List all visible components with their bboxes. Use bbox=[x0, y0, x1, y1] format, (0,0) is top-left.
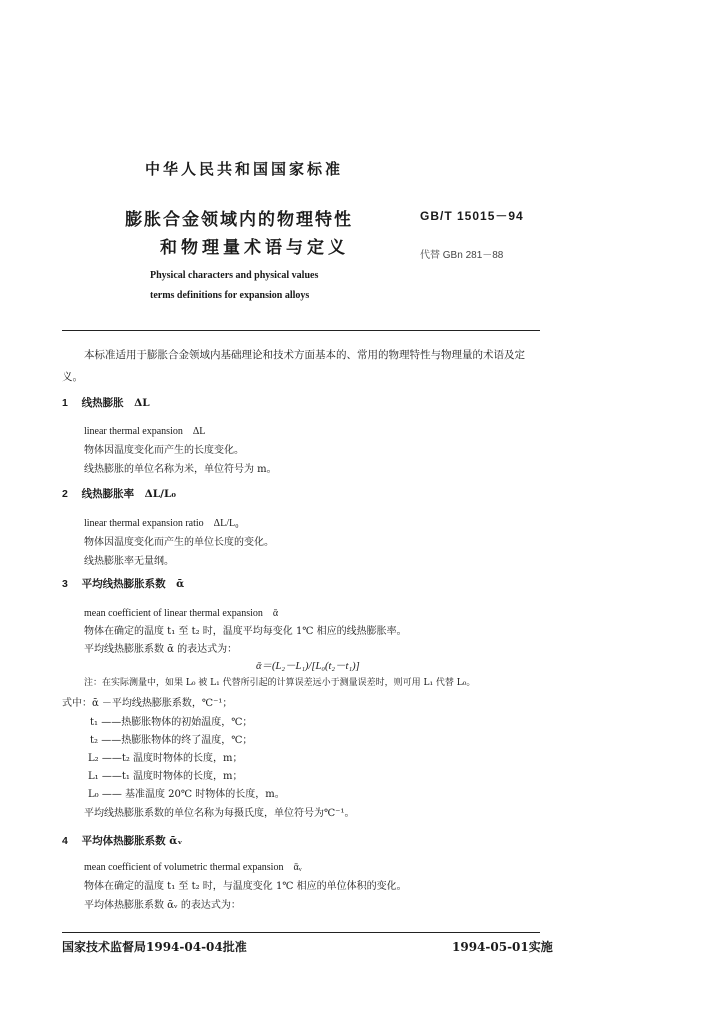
document-title-line1: 膨胀合金领域内的物理特性 bbox=[125, 210, 353, 230]
term-unit: 平均线热膨胀系数的单位名称为每摄氏度，单位符号为℃⁻¹。 bbox=[84, 808, 355, 819]
english-title-line2: terms definitions for expansion alloys bbox=[150, 290, 310, 301]
document-title-line2: 和物理量术语与定义 bbox=[160, 238, 349, 258]
term-unit: 线热膨胀的单位名称为米，单位符号为 m。 bbox=[84, 464, 277, 475]
term-english: linear thermal expansion ΔL bbox=[84, 426, 206, 437]
term-english: linear thermal expansion ratio ΔL/L₀ bbox=[84, 518, 239, 529]
scope-text-line2: 义。 bbox=[62, 371, 83, 383]
approval-info: 国家技术监督局1994-04-04批准 bbox=[62, 940, 247, 954]
english-title-line1: Physical characters and physical values bbox=[150, 270, 319, 281]
term-definition: 物体在确定的温度 t₁ 至 t₂ 时，与温度变化 1℃ 相应的单位体积的变化。 bbox=[84, 881, 407, 892]
replaces-standard: 代替 GBn 281－88 bbox=[420, 250, 504, 261]
section-number: 2 bbox=[62, 488, 68, 500]
where-item: L₁ ——t₁ 温度时物体的长度，m； bbox=[88, 771, 243, 782]
section-title: 平均线热膨胀系数 ᾱ bbox=[81, 578, 185, 590]
section-title: 平均体热膨胀系数 ᾱᵥ bbox=[81, 835, 183, 847]
scope-text-line1: 本标准适用于膨胀合金领域内基础理论和技术方面基本的、常用的物理特性与物理量的术语及定 bbox=[84, 349, 525, 361]
where-item: L₀ —— 基准温度 20℃ 时物体的长度，m。 bbox=[88, 789, 285, 800]
where-label: 式中： bbox=[62, 698, 92, 709]
where-item: L₂ ——t₂ 温度时物体的长度，m； bbox=[88, 753, 243, 764]
standard-code: GB/T 15015－94 bbox=[420, 209, 524, 223]
term-definition: 物体因温度变化而产生的单位长度的变化。 bbox=[84, 537, 274, 548]
header-divider bbox=[62, 330, 540, 331]
term-english: mean coefficient of volumetric thermal expansion ᾱᵥ bbox=[84, 862, 302, 873]
section-title: 线热膨胀率 ΔL/L₀ bbox=[81, 488, 177, 500]
section-number: 1 bbox=[62, 397, 68, 409]
implementation-date: 1994-05-01实施 bbox=[452, 940, 553, 954]
term-definition: 物体在确定的温度 t₁ 至 t₂ 时，温度平均每变化 1℃ 相应的线热膨胀率。 bbox=[84, 626, 407, 637]
term-definition: 物体因温度变化而产生的长度变化。 bbox=[84, 445, 244, 456]
section-number: 4 bbox=[62, 835, 68, 847]
term-expression-intro: 平均线热膨胀系数 ᾱ 的表达式为： bbox=[84, 644, 238, 655]
formula: ᾱ＝(L₂－L₁)/[L₀(t₂－t₁)] bbox=[256, 661, 360, 672]
section-1-heading bbox=[62, 395, 150, 410]
section-2-heading bbox=[62, 486, 176, 501]
note: 注：在实际测量中，如果 L₀ 被 L₁ 代替所引起的计算误差远小于测量误差时，则可用 L₁ 代替 L₀。 bbox=[84, 678, 476, 688]
section-4-heading bbox=[62, 833, 183, 848]
where-item: t₁ ——热膨胀物体的初始温度，℃； bbox=[90, 717, 253, 728]
where-item: t₂ ——热膨胀物体的终了温度，℃； bbox=[90, 735, 253, 746]
term-unit: 线热膨胀率无量纲。 bbox=[84, 556, 174, 567]
where-item: ᾱ －平均线热膨胀系数，℃⁻¹； bbox=[92, 698, 233, 709]
term-english: mean coefficient of linear thermal expansion ᾱ bbox=[84, 608, 279, 619]
section-3-heading bbox=[62, 576, 184, 591]
section-number: 3 bbox=[62, 578, 68, 590]
term-expression-intro: 平均体热膨胀系数 ᾱᵥ 的表达式为： bbox=[84, 900, 241, 911]
section-title: 线热膨胀 ΔL bbox=[81, 397, 150, 409]
standard-type: 中华人民共和国国家标准 bbox=[145, 160, 344, 178]
footer-divider bbox=[62, 932, 540, 933]
